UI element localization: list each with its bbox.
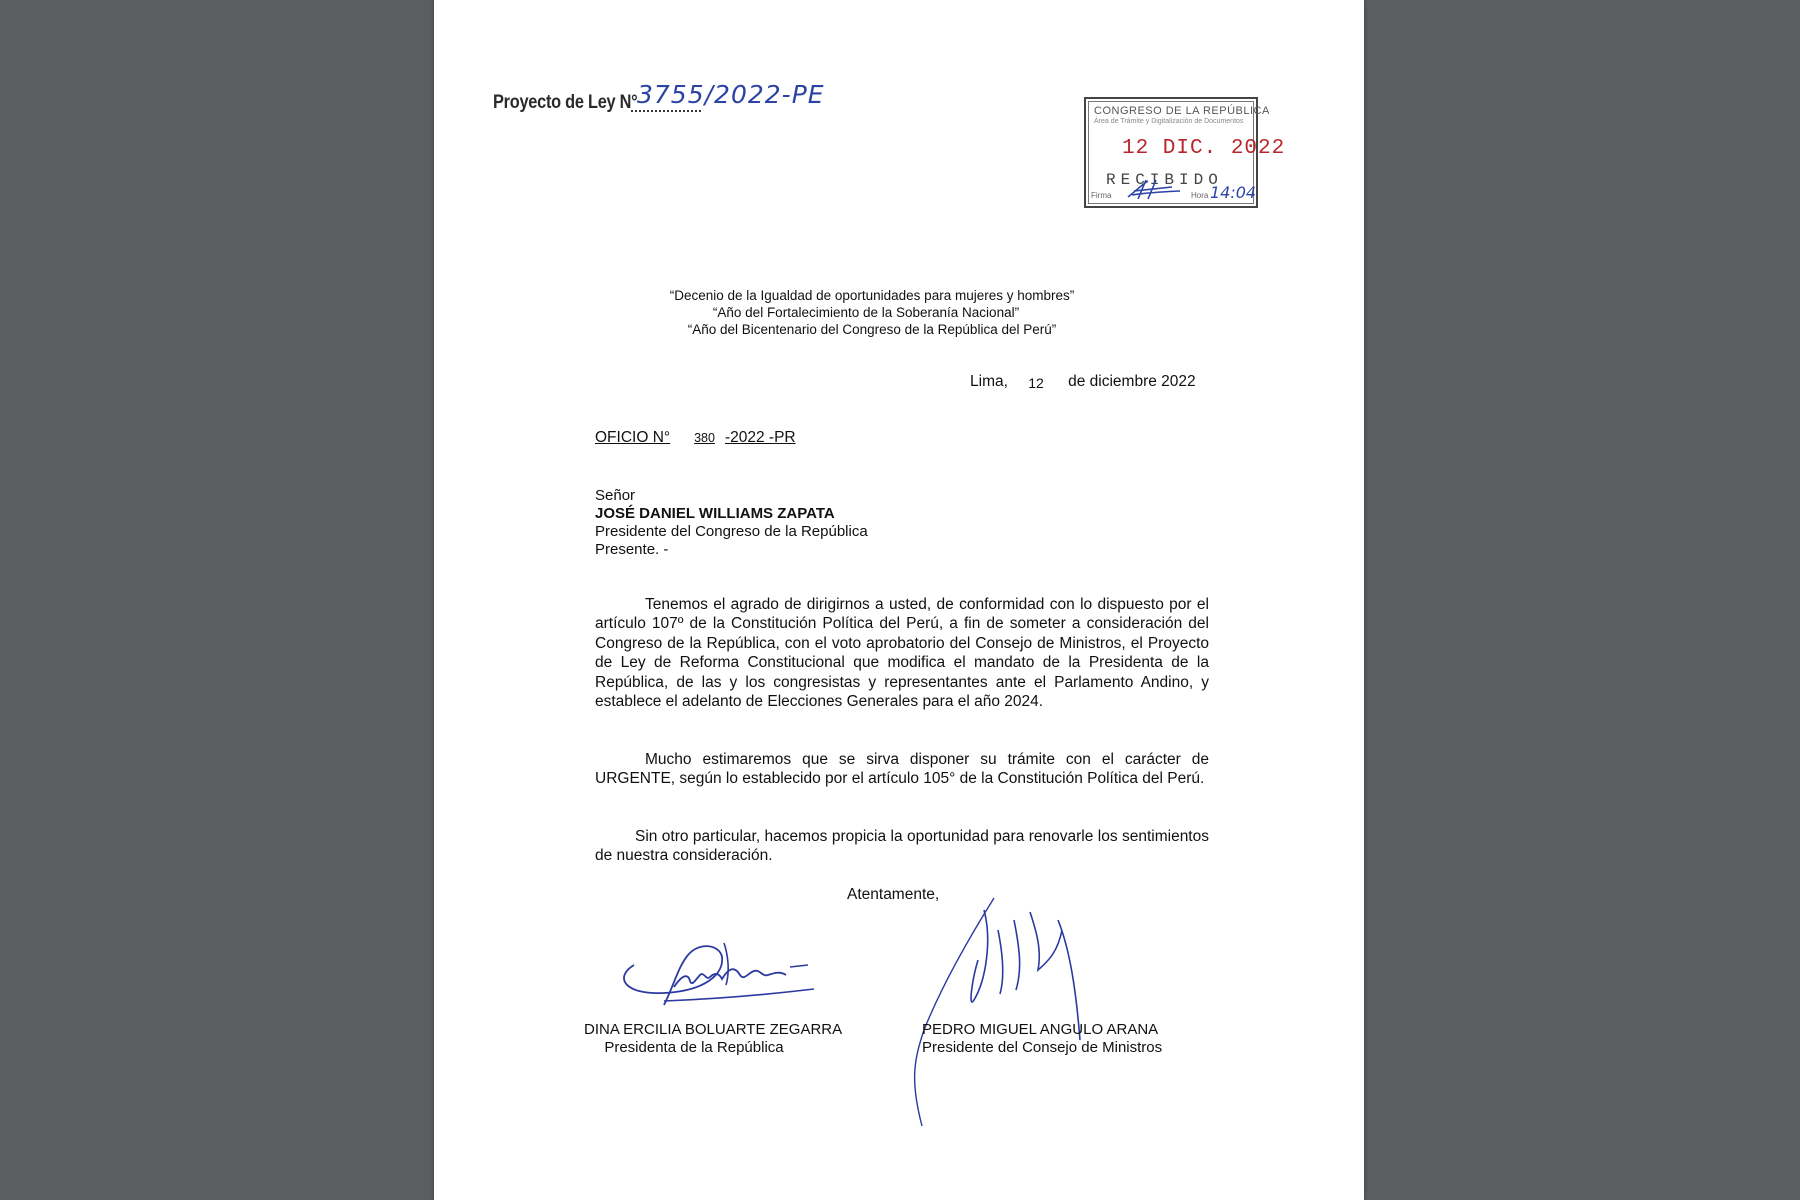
body-paragraph-1: Tenemos el agrado de dirigirnos a usted, de conformidad con lo dispuesto por el artículo 107º de la Constitución Política del Perú, a fin de someter a consideración del Congreso de la República, con el voto aprobatorio del Consejo de Ministros, el Proyecto de Ley de Reforma Constitucional que modifica el mandato de la Presidenta de la República, de las y los congresistas y representantes ante el Parlamento Andino, y establece el adelanto de Elecciones Generales para el año 2024. xyxy=(595,596,1209,711)
proyecto-number-line xyxy=(631,110,701,112)
addressee-name: JOSÉ DANIEL WILLIAMS ZAPATA xyxy=(595,505,835,522)
proyecto-label: Proyecto de Ley N° xyxy=(493,92,638,113)
stamp-recibido: RECIBIDO xyxy=(1106,171,1223,189)
oficio-suffix: -2022 -PR xyxy=(724,429,796,446)
addressee-title: Presidente del Congreso de la República xyxy=(595,523,868,540)
proyecto-number-handwritten: 3755/2022-PE xyxy=(637,80,825,109)
stamp-subtitle: Área de Trámite y Digitalización de Documentos xyxy=(1094,118,1244,125)
motto-line-3: “Año del Bicentenario del Congreso de la República del Perú” xyxy=(687,322,1057,337)
signatory-2-name: PEDRO MIGUEL ANGULO ARANA xyxy=(922,1021,1159,1038)
date-line xyxy=(970,373,1196,391)
signatory-1-name: DINA ERCILIA BOLUARTE ZEGARRA xyxy=(584,1021,843,1038)
body-paragraph-3: Sin otro particular, hacemos propicia la oportunidad para renovarle los sentimientos de nuestra consideración. xyxy=(595,828,1209,865)
stamp-initials-signature xyxy=(1124,177,1184,201)
document-page xyxy=(434,0,1364,1200)
stamp-title: CONGRESO DE LA REPÚBLICA xyxy=(1094,105,1270,117)
oficio-reference xyxy=(595,429,796,447)
signature-boluarte xyxy=(604,915,844,1015)
oficio-number: 380 xyxy=(694,431,715,445)
signatory-2-role: Presidente del Consejo de Ministros xyxy=(922,1039,1163,1056)
motto-line-2: “Año del Fortalecimiento de la Soberanía Nacional” xyxy=(712,305,1020,320)
oficio-prefix: OFICIO N° xyxy=(595,429,671,446)
closing: Atentamente, xyxy=(847,886,940,903)
stamp-date: 12 DIC. 2022 xyxy=(1122,137,1286,160)
body-paragraph-2: Mucho estimaremos que se sirva disponer su trámite con el carácter de URGENTE, según lo establecido por el artículo 105° de la Constitución Política del Perú. xyxy=(595,751,1209,788)
stamp-hora-label: Hora xyxy=(1191,191,1209,200)
signature-angulo xyxy=(874,890,1124,1130)
date-day: 12 xyxy=(1028,375,1044,391)
addressee-salutation: Señor xyxy=(595,487,636,504)
reception-stamp xyxy=(1084,97,1286,208)
stamp-hora-value: 14:04 xyxy=(1210,183,1257,202)
motto-line-1: “Decenio de la Igualdad de oportunidades para mujeres y hombres” xyxy=(669,288,1075,303)
date-rest: de diciembre 2022 xyxy=(1068,373,1196,390)
stamp-firma-label: Firma xyxy=(1091,191,1112,200)
date-city: Lima, xyxy=(970,373,1008,390)
addressee-presente: Presente. - xyxy=(595,541,669,558)
signatory-1-role: Presidenta de la República xyxy=(604,1039,784,1056)
